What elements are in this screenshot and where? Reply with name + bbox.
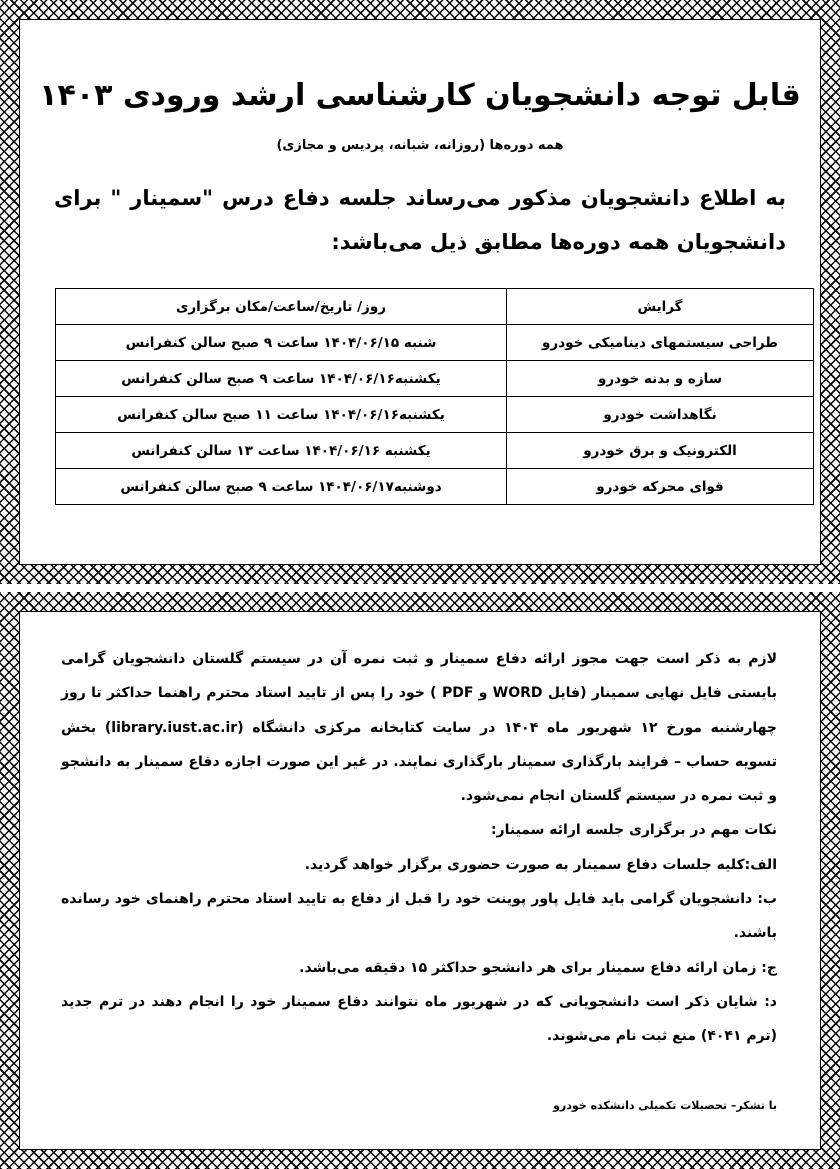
column-header-specialization: گرایش	[507, 289, 814, 325]
datetime-cell: یکشنبه ۱۴۰۴/۰۶/۱۶ ساعت ۱۳ سالن کنفرانس	[56, 433, 507, 469]
specialization-cell: الکترونیک و برق خودرو	[507, 433, 814, 469]
note-item: ب: دانشجویان گرامی باید فایل پاور پوینت خود را قبل از دفاع به تایید استاد محترم راهنمای خود رسانده باشند.	[61, 891, 777, 942]
notice-intro: به اطلاع دانشجویان مذکور می‌رساند جلسه دفاع درس "سمینار " برای دانشجویان همه دوره‌ها مطابق ذیل می‌باشد:	[54, 186, 786, 254]
note-item: د: شایان ذکر است دانشجویانی که در شهریور ماه نتوانند دفاع سمینار خود را انجام دهند در ترم جدید (ترم ۴۰۴۱) منع ثبت نام می‌شوند.	[61, 993, 777, 1045]
table-row	[56, 433, 814, 469]
instructions-text	[61, 642, 777, 1054]
signature: با تشکر– تحصیلات تکمیلی دانشکده خودرو	[553, 1099, 777, 1112]
datetime-cell: یکشنبه۱۴۰۴/۰۶/۱۶ ساعت ۱۱ صبح سالن کنفرانس	[56, 397, 507, 433]
specialization-cell: سازه و بدنه خودرو	[507, 361, 814, 397]
note-item: الف:کلیه جلسات دفاع سمینار به صورت حضوری برگزار خواهد گردید.	[304, 856, 777, 873]
notice-panel	[19, 19, 821, 565]
column-header-datetime: روز/ تاریخ/ساعت/مکان برگزاری	[56, 289, 507, 325]
datetime-cell: یکشنبه۱۴۰۴/۰۶/۱۶ ساعت ۹ صبح سالن کنفرانس	[56, 361, 507, 397]
note-item: ج: زمان ارائه دفاع سمینار برای هر دانشجو حداکثر ۱۵ دقیقه می‌باشد.	[299, 959, 777, 976]
instructions-paragraph: لازم به ذکر است جهت مجوز ارائه دفاع سمینار و ثبت نمره آن در سیستم گلستان دانشجویان گرامی بایستی فایل نهایی سمینار (فایل WORD و PDF ) خود را پس از تایید استاد محترم راهنما حداکثر تا روز چهارشنبه مورخ ۱۲ شهریور ماه ۱۴۰۴ در سایت کتابخانه مرکزی دانشگاه (library.iust.ac.ir) بخش تسویه حساب – فرایند بارگذاری سمینار بارگذاری نمایند. در غیر این صورت اجازه دفاع سمینار به دانشجو و ثبت نمره در سیستم گلستان انجام نمی‌شود.	[61, 651, 778, 805]
table-header-row	[56, 289, 814, 325]
datetime-cell: دوشنبه۱۴۰۴/۰۶/۱۷ ساعت ۹ صبح سالن کنفرانس	[56, 469, 507, 505]
datetime-cell: شنبه ۱۴۰۴/۰۶/۱۵ ساعت ۹ صبح سالن کنفرانس	[56, 325, 507, 361]
specialization-cell: طراحی سیستمهای دینامیکی خودرو	[507, 325, 814, 361]
specialization-cell: نگاهداشت خودرو	[507, 397, 814, 433]
notice-title: قابل توجه دانشجویان کارشناسی ارشد ورودی ۱۴۰۳	[39, 78, 801, 113]
notice-frame-bottom	[0, 592, 840, 1169]
notice-subtitle: همه دوره‌ها (روزانه، شبانه، پردیس و مجازی)	[276, 138, 564, 153]
table-row	[56, 325, 814, 361]
table-row	[56, 361, 814, 397]
notice-frame-top	[0, 0, 840, 584]
instructions-panel	[19, 611, 821, 1150]
schedule-table	[55, 288, 814, 505]
notes-heading: نکات مهم در برگزاری جلسه ارائه سمینار:	[490, 822, 777, 839]
specialization-cell: قوای محرکه خودرو	[507, 469, 814, 505]
table-row	[56, 397, 814, 433]
table-row	[56, 469, 814, 505]
